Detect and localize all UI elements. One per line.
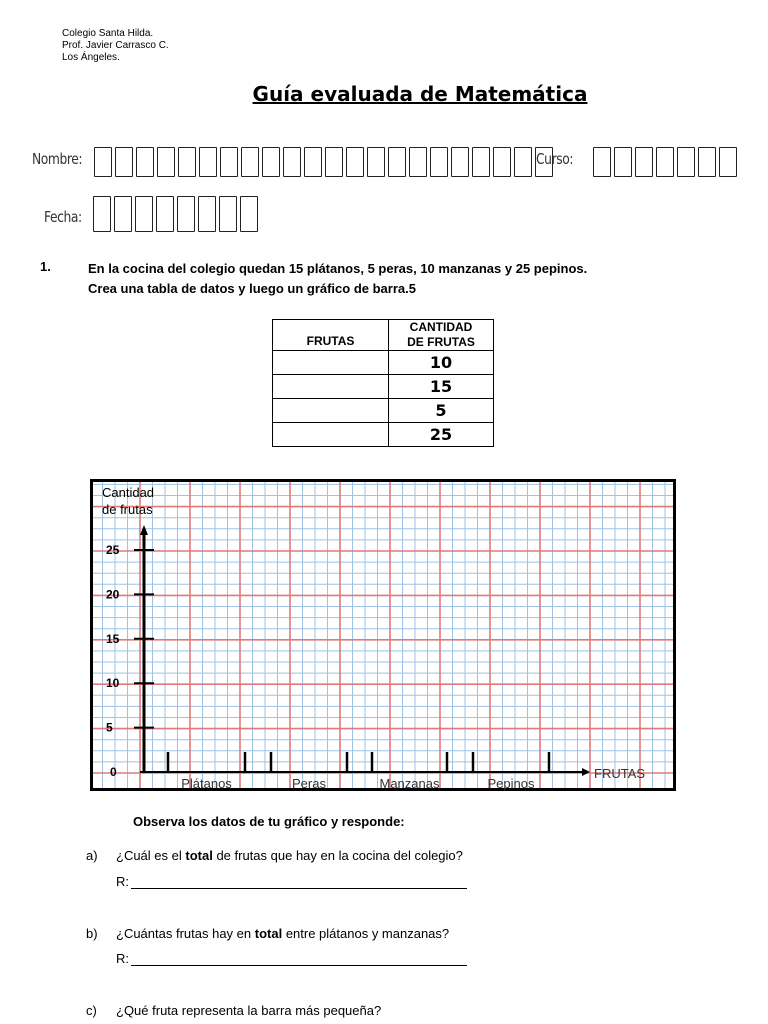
page-title: Guía evaluada de Matemática [252,82,588,106]
qty-cell: 10 [389,351,494,375]
category-label: Plátanos [181,776,232,791]
course-field[interactable] [593,147,740,177]
question-text [88,259,587,299]
school-city: Los Ángeles. [62,52,120,63]
y-tick-label: 5 [106,720,113,735]
y-axis-label-2: de frutas [102,502,153,517]
question-line-1: En la cocina del colegio quedan 15 plátanos, 5 peras, 10 manzanas y 25 pepinos. [88,261,588,276]
bar-chart-grid[interactable] [90,479,676,791]
question-line-2: Crea una tabla de datos y luego un gráfico de barra.5 [88,281,416,296]
y-tick-label: 15 [106,631,120,646]
header-fruits: FRUTAS [273,320,389,351]
teacher-name: Prof. Javier Carrasco C. [62,40,169,51]
table-row [273,351,494,375]
x-axis-label: FRUTAS [594,766,646,781]
question-c-text: ¿Qué fruta representa la barra más pequeña? [116,1003,382,1018]
fruit-cell[interactable] [273,351,389,375]
observe-instruction: Observa los datos de tu gráfico y responde: [133,814,405,829]
answer-b[interactable]: R: [116,951,467,966]
qty-cell: 25 [389,423,494,447]
minor-grid [92,481,674,789]
table-row [273,399,494,423]
question-b-text: ¿Cuántas frutas hay en total entre plátanos y manzanas? [116,926,450,941]
question-number: 1. [40,259,51,274]
question-c-label: c) [86,1003,97,1018]
table-row [273,375,494,399]
question-a-text: ¿Cuál es el total de frutas que hay en la cocina del colegio? [116,848,463,863]
date-label: Fecha: [44,208,82,226]
answer-a[interactable]: R: [116,874,467,889]
y-tick-label: 10 [106,676,120,691]
data-table [272,319,494,447]
table-header-row [273,320,494,351]
school-header [62,28,169,64]
course-label: Curso: [536,150,574,168]
y-axis-label-1: Cantidad [102,485,155,500]
name-label: Nombre: [32,150,83,168]
y-ticks [106,543,154,779]
x-axis-arrow [582,768,590,776]
chart-frame [92,481,675,790]
table-row [273,423,494,447]
fruit-cell[interactable] [273,375,389,399]
question-a-label: a) [86,848,98,863]
date-field[interactable] [93,196,261,226]
qty-cell: 5 [389,399,494,423]
fruit-cell[interactable] [273,423,389,447]
fruit-cell[interactable] [273,399,389,423]
header-quantity: CANTIDAD DE FRUTAS [389,320,494,351]
y-tick-label: 20 [106,587,120,602]
y-tick-label: 0 [110,765,117,779]
question-b-label: b) [86,926,98,941]
school-name: Colegio Santa Hilda. [62,28,154,39]
category-label: Peras [292,776,326,791]
major-grid [92,481,674,789]
name-field[interactable] [94,147,556,177]
y-axis-arrow [140,525,148,535]
category-label: Manzanas [379,776,440,791]
qty-cell: 15 [389,375,494,399]
y-tick-label: 25 [106,543,120,557]
category-label: Pepinos [487,776,535,791]
